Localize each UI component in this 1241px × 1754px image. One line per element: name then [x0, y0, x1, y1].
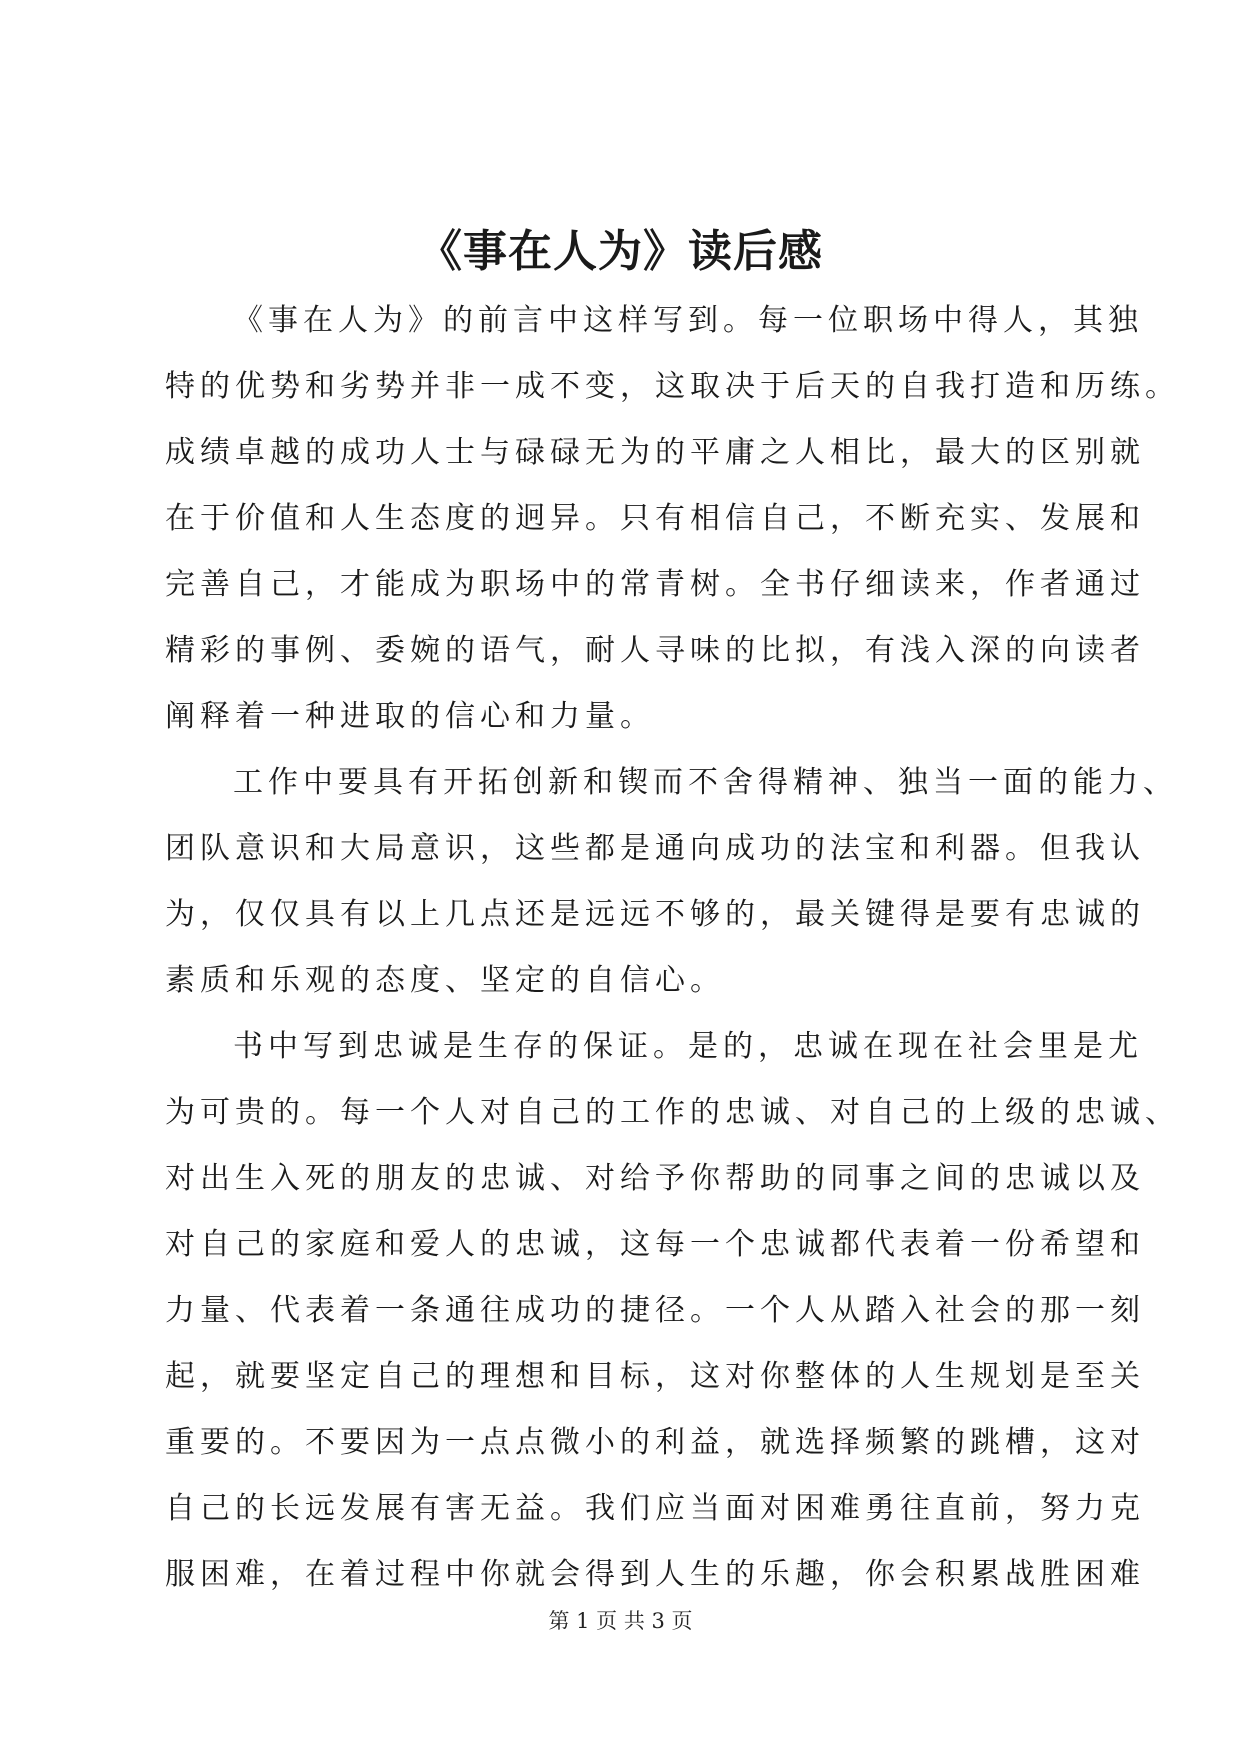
text-line: 精彩的事例、委婉的语气，耐人寻味的比拟，有浅入深的向读者	[165, 633, 1145, 668]
text-line: 对自己的家庭和爱人的忠诚，这每一个忠诚都代表着一份希望和	[165, 1227, 1145, 1262]
text-line: 为，仅仅具有以上几点还是远远不够的，最关键得是要有忠诚的	[165, 897, 1145, 932]
text-line: 力量、代表着一条通往成功的捷径。一个人从踏入社会的那一刻	[165, 1293, 1145, 1328]
text-line: 在于价值和人生态度的迥异。只有相信自己，不断充实、发展和	[165, 501, 1145, 536]
paragraph-2	[165, 750, 1178, 1014]
paragraph-1	[165, 288, 1180, 750]
text-line: 团队意识和大局意识，这些都是通向成功的法宝和利器。但我认	[165, 831, 1145, 866]
text-line: 工作中要具有开拓创新和锲而不舍得精神、独当一面的能力、	[233, 765, 1178, 800]
text-line: 服困难，在着过程中你就会得到人生的乐趣，你会积累战胜困难	[165, 1557, 1145, 1592]
document-body	[165, 288, 1180, 1608]
page-number-footer: 第 1 页 共 3 页	[548, 1609, 693, 1633]
text-line: 起，就要坚定自己的理想和目标，这对你整体的人生规划是至关	[165, 1359, 1145, 1394]
paragraph-3	[165, 1014, 1180, 1608]
text-line: 素质和乐观的态度、坚定的自信心。	[165, 963, 725, 998]
text-line: 成绩卓越的成功人士与碌碌无为的平庸之人相比，最大的区别就	[165, 435, 1145, 470]
text-line: 对出生入死的朋友的忠诚、对给予你帮助的同事之间的忠诚以及	[165, 1161, 1145, 1196]
text-line: 为可贵的。每一个人对自己的工作的忠诚、对自己的上级的忠诚、	[165, 1095, 1180, 1130]
text-line: 重要的。不要因为一点点微小的利益，就选择频繁的跳槽，这对	[165, 1425, 1145, 1460]
document-title: 《事在人为》读后感	[418, 226, 823, 277]
text-line: 书中写到忠诚是生存的保证。是的，忠诚在现在社会里是尤	[233, 1029, 1143, 1064]
text-line: 《事在人为》的前言中这样写到。每一位职场中得人，其独	[233, 303, 1143, 338]
text-line: 阐释着一种进取的信心和力量。	[165, 699, 655, 734]
text-line: 特的优势和劣势并非一成不变，这取决于后天的自我打造和历练。	[165, 369, 1180, 404]
text-line: 完善自己，才能成为职场中的常青树。全书仔细读来，作者通过	[165, 567, 1145, 602]
text-line: 自己的长远发展有害无益。我们应当面对困难勇往直前，努力克	[165, 1491, 1145, 1526]
